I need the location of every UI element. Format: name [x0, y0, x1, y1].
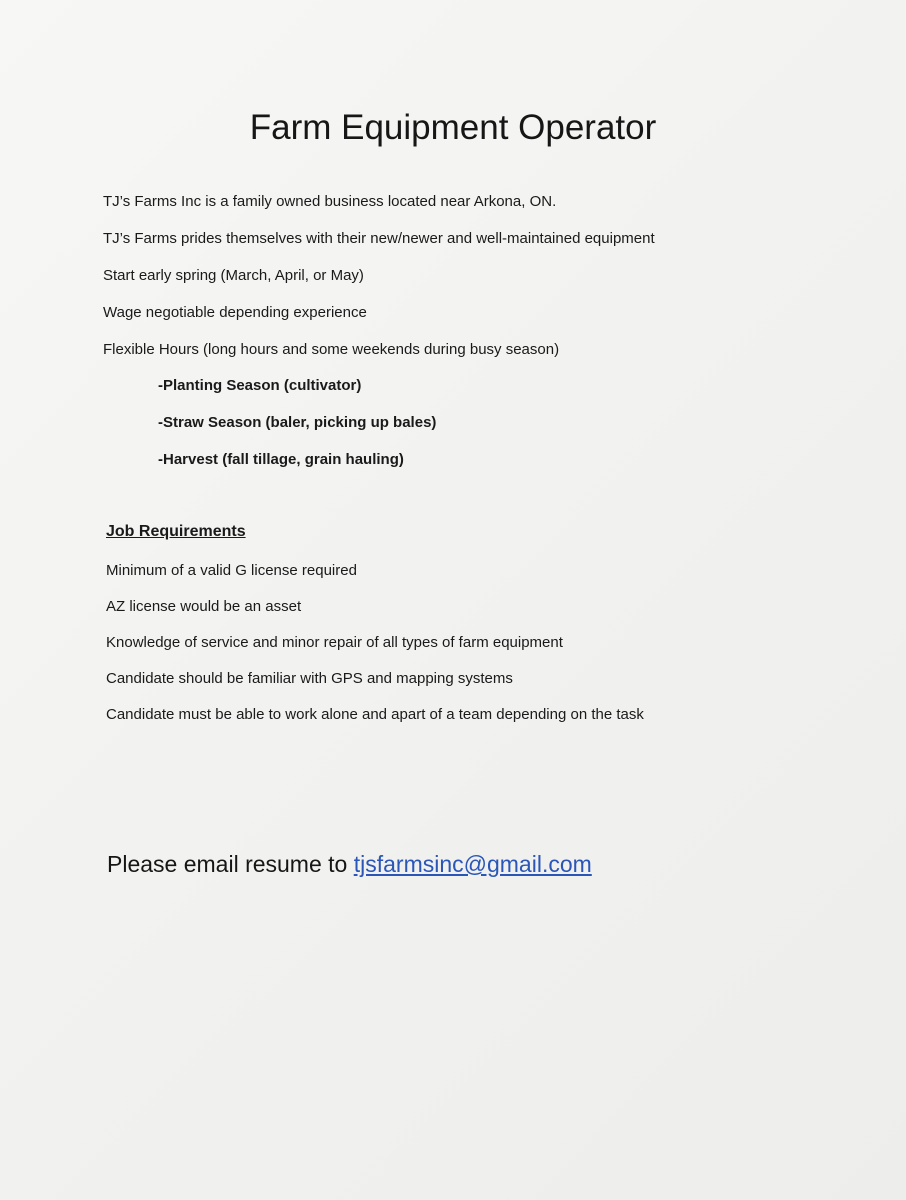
contact-line [107, 851, 592, 878]
requirement-item: AZ license would be an asset [106, 598, 302, 615]
season-item-straw: -Straw Season (baler, picking up bales) [158, 414, 437, 431]
season-item-harvest: -Harvest (fall tillage, grain hauling) [158, 451, 404, 468]
season-item-planting: -Planting Season (cultivator) [158, 377, 362, 394]
requirements-list [106, 562, 866, 742]
requirement-item: Knowledge of service and minor repair of all types of farm equipment [106, 634, 563, 651]
intro-line: TJ’s Farms Inc is a family owned business located near Arkona, ON. [103, 193, 557, 210]
email-link[interactable]: tjsfarmsinc@gmail.com [353, 851, 592, 877]
intro-line: Wage negotiable depending experience [103, 304, 367, 321]
contact-text: Please email resume to [107, 851, 354, 877]
document-title: Farm Equipment Operator [249, 108, 657, 147]
intro-line: TJ’s Farms prides themselves with their new/newer and well-maintained equipment [103, 230, 655, 247]
intro-line: Flexible Hours (long hours and some weekends during busy season) [103, 341, 560, 358]
requirement-item: Candidate should be familiar with GPS and mapping systems [106, 670, 513, 687]
intro-line: Start early spring (March, April, or May) [103, 267, 364, 284]
requirements-heading: Job Requirements [106, 523, 246, 540]
seasons-list [158, 377, 758, 488]
intro-section [103, 193, 863, 378]
requirement-item: Candidate must be able to work alone and apart of a team depending on the task [106, 706, 644, 723]
requirement-item: Minimum of a valid G license required [106, 562, 357, 579]
